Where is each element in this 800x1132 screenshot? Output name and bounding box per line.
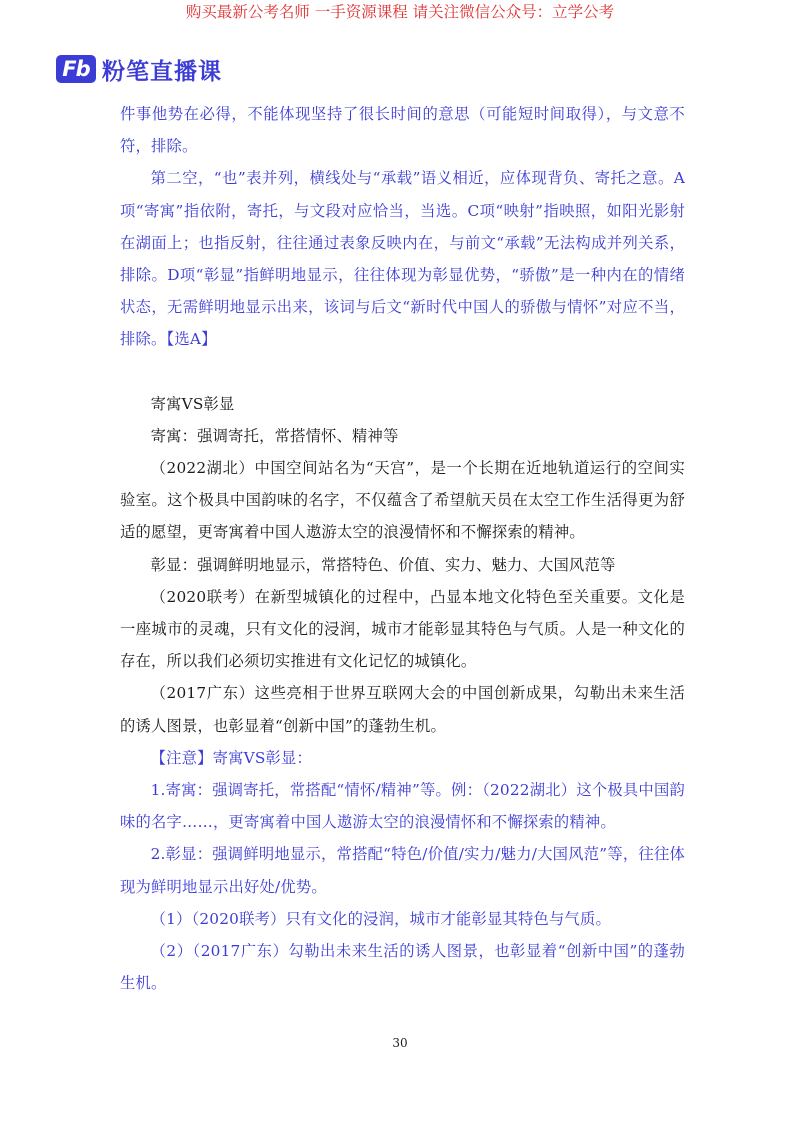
section-spacer [120, 356, 685, 388]
analysis-paragraph-1: 件事他势在必得，不能体现坚持了很长时间的意思（可能短时间取得），与文意不符，排除。 [120, 105, 685, 156]
logo-title: 粉笔直播课 [102, 58, 222, 85]
zhangxian-example-1: （2020联考）在新型城镇化的过程中，凸显本地文化特色至关重要。文化是一座城市的灵魂，只有文化的浸润，城市才能彰显其特色与气质。人是一种文化的存在，所以我们必须切实推进有文化记忆的城镇化。 [120, 587, 685, 671]
jiyu-example: （2022湖北）中国空间站名为“天宫”，是一个长期在近地轨道运行的空间实验室。这个极具中国韵味的名字，不仅蕴含了希望航天员在太空工作生活得更为舒适的愿望，更寄寓着中国人遨游太空的浪漫情怀和不懈探索的精神。 [120, 459, 685, 542]
page-content [120, 98, 685, 999]
note-item-2-sub-2: （2）（2017广东）勾勒出未来生活的诱人图景，也彰显着“创新中国”的蓬勃生机。 [120, 942, 685, 993]
zhangxian-example-2: （2017广东）这些亮相于世界互联网大会的中国创新成果，勾勒出未来生活的诱人图景，也彰显着“创新中国”的蓬勃生机。 [120, 684, 685, 735]
promo-banner: 购买最新公考名师 一手资源课程 请关注微信公众号：立学公考 [185, 3, 615, 21]
note-title: 【注意】寄寓VS彰显： [150, 748, 312, 767]
fenbi-logo-icon: Fb [56, 55, 96, 83]
fenbi-logo [56, 52, 222, 86]
comparison-title: 寄寓VS彰显 [150, 394, 235, 413]
analysis-paragraph-2: 第二空，“也”表并列，横线处与“承载”语义相近，应体现背负、寄托之意。A项“寄寓”指依附，寄托，与文段对应恰当，当选。C项“映射”指映照，如阳光影射在湖面上；也指反射，往往通过表象反映内在，与前文“承载”无法构成并列关系，排除。D项“彰显”指鲜明地显示，往往体现为彰显优势，“骄傲”是一种内在的情绪状态，无需鲜明地显示出来，该词与后文“新时代中国人的骄傲与情怀”对应不当，排除。【选A】 [120, 169, 685, 349]
jiyu-definition: 寄寓：强调寄托，常搭情怀、精神等 [150, 426, 399, 445]
note-item-2-sub-1: （1）（2020联考）只有文化的浸润，城市才能彰显其特色与气质。 [150, 909, 612, 928]
page-number: 30 [392, 1036, 408, 1050]
note-item-2: 2.彰显：强调鲜明地显示，常搭配“特色/价值/实力/魅力/大国风范”等，往往体现为鲜明地显示出好处/优势。 [120, 845, 685, 896]
zhangxian-definition: 彰显：强调鲜明地显示，常搭特色、价值、实力、魅力、大国风范等 [150, 555, 616, 574]
note-item-1: 1.寄寓：强调寄托，常搭配“情怀/精神”等。例：（2022湖北）这个极具中国韵味的名字……，更寄寓着中国人遨游太空的浪漫情怀和不懈探索的精神。 [120, 781, 685, 832]
